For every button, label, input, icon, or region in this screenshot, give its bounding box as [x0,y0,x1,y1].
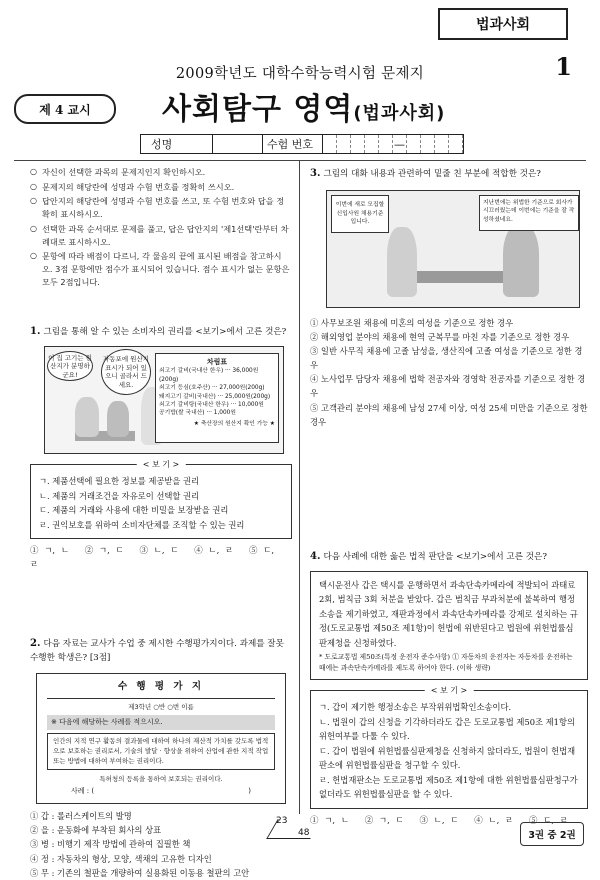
bogi-title: < 보 기 > [425,684,474,698]
speech-bubble: 이 집 고기는 원산지가 분명하군요! [47,351,93,381]
evaluation-form-answer [47,786,275,797]
answer-close: ) [248,787,251,796]
answer-choice[interactable]: ③ ㄴ, ㄷ [419,816,459,826]
page-indicator [268,818,328,840]
answer-choice[interactable]: ① ㄱ, ㄴ [310,816,350,826]
question-number: 1. [30,326,41,338]
answer-label: 사례 : ( [71,787,95,796]
exam-number-cell[interactable] [337,135,351,153]
exam-number-cell[interactable] [421,135,435,153]
exam-number-cell[interactable] [323,135,337,153]
main-title-text: 사회탐구 영역 [162,92,354,127]
page-total: 48 [298,828,310,838]
menu-line: 쇠고기 등심(호주산) ··· 27,000원(200g) [159,385,265,392]
exam-number-label: 수험 번호 [263,135,323,153]
name-field[interactable] [213,135,263,153]
bogi-box [30,460,292,539]
instruction-item: ○ 자신이 선택한 과목의 문제지인지 확인하시오. [30,166,292,179]
evaluation-form [36,673,286,804]
answer-option[interactable]: ③ 일반 사무직 채용에 고졸 남성을, 생산직에 고졸 여성을 기준으로 정한 경우 [310,346,583,371]
manager-figure [503,225,539,297]
answer-option[interactable]: ③ 병 : 비행기 제작 방법에 관하여 집필한 책 [30,839,191,850]
instruction-item: ○ 문항에 따라 배점이 다르니, 각 물음의 끝에 표시된 배점을 참고하시오. 3점 문항에만 점수가 표시되어 있습니다. 점수 표시가 없는 문항은 모두 2점입니다. [30,250,292,288]
main-title-subject: (법과사회) [353,103,446,124]
menu-line: 쇠고기 갈비(국내산 한우) ··· 36,000원(200g) [159,368,259,383]
speech-bubble: 자동포에 원산지 표시가 되어 있으니 골라서 드세요. [101,349,151,395]
answer-choice[interactable]: ② ㄱ, ㄷ [84,546,124,557]
question-3 [310,166,588,429]
speech-bubble: 지난번에는 위법한 기준으로 회사가 시끄러웠는데 이번에는 기준을 잘 작성하셨네요. [479,195,579,231]
question-number: 4. [310,550,321,562]
page-indicator-slash [266,819,322,839]
right-column [310,166,588,828]
answer-choices [30,545,292,571]
left-column [30,166,292,880]
customer-figure [107,401,129,437]
column-divider [299,160,300,814]
exam-period-badge: 제 4 교시 [14,94,116,124]
menu-sign-footer: ★ 축산장의 원산지 확인 가능 ★ [193,420,275,427]
instruction-item: ○ 선택한 과목 순서대로 문제를 풀고, 답은 답안지의 '제1선택'란부터 차례대로 표시하시오. [30,223,292,248]
question-stem: 다음 자료는 교사가 수업 중 제시한 수행평가지이다. 과제를 잘못 수행한 학생은? [3점] [30,638,284,663]
bogi-item: ㄹ. 권익보호를 위하여 소비자단체를 조직할 수 있는 권리 [39,519,245,530]
answer-choice[interactable]: ⑤ ㄷ, ㄹ [528,816,568,826]
answer-options [310,316,588,429]
page-number: 1 [555,52,572,81]
employee-figure [387,227,417,297]
answer-option[interactable]: ② 해외영업 분야의 채용에 현역 군복무를 마친 자를 기준으로 정한 경우 [310,332,570,343]
bogi-item: ㄷ. 갑이 법원에 위헌법률심판제청을 신청하지 않더라도, 법원이 헌법재판소에 위헌법률심판을 청구할 수 있다. [319,745,576,771]
office-illustration [326,190,580,308]
evaluation-form-instruction: ※ 다음에 해당하는 사례를 적으시오. [47,715,275,730]
exam-number-cell[interactable] [379,135,393,153]
exam-number-cell[interactable] [449,135,463,153]
name-label: 성명 [141,135,213,153]
menu-sign [155,353,279,443]
bogi-item: ㄴ. 법원이 갑의 신청을 기각하더라도 갑은 도로교통법 제50조 제1항의 위헌여부를 다툴 수 있다. [319,716,575,742]
question-stem: 그림의 대화 내용과 관련하여 밑줄 친 부분에 적합한 것은? [323,169,541,179]
exam-number-dash: — [393,135,407,153]
answer-choice[interactable]: ③ ㄴ, ㄷ [139,546,179,557]
menu-line: 돼지고기 갈비(국내산) ··· 25,000원(200g) [159,393,271,400]
bogi-item: ㄷ. 제품의 거래와 사용에 대한 비밀을 보장받을 권리 [39,505,229,516]
evaluation-form-title: 수 행 평 가 지 [47,680,275,699]
case-note: * 도로교통법 제50조(특정 운전자 준수사항) ① 자동차의 운전자는 자동차를 운전하는 때에는 과속단속카메라를 제도록 하여야 한다. (이하 생략) [319,653,573,672]
answer-choice[interactable]: ④ ㄴ, ㄹ [474,816,514,826]
instruction-item: ○ 답안지의 해당란에 성명과 수험 번호를 쓰고, 또 수험 번호와 답을 정확히 표시하시오. [30,195,292,220]
question-stem: 다음 사례에 대한 옳은 법적 판단을 <보기>에서 고른 것은? [323,551,547,562]
case-text: 택시운전사 갑은 택시를 운행하면서 과속단속카메라에 적발되어 과태료 2회, 범칙금 3회 처분을 받았다. 갑은 범칙금 부과처분에 불복하여 행정소송을 제기하였고, 재판과정에서 과속단속카메라를 강제로 설치하는 규정(도로교통법 제50조 제1항)이 헌법에 위반된다고 법원에 위헌법률심판제청을 신청하였다. [319,579,578,648]
menu-sign-title: 차림표 [206,358,228,367]
answer-choice[interactable]: ⑤ ㄷ, ㄹ [30,546,275,570]
bogi-item: ㄱ. 제품선택에 필요한 정보를 제공받을 권리 [39,476,200,487]
answer-option[interactable]: ④ 정 : 자동차의 형상, 모양, 색채의 고유한 디자인 [30,853,212,864]
answer-option[interactable]: ⑤ 무 : 기존의 철판을 개량하여 실용화된 이동용 철판의 고안 [30,867,250,878]
answer-option[interactable]: ① 갑 : 롤러스케이트의 발명 [30,811,132,822]
bogi-item: ㄹ. 헌법재판소는 도로교통법 제50조 제1항에 대한 위헌법률심판청구가 없더라도 위헌법률심판을 할 수 있다. [319,774,578,800]
evaluation-form-meta: 제3학년 ○반 ○번 이름 [128,703,194,712]
page-title [162,84,445,128]
bogi-item: ㄴ. 제품의 거래조건을 자유로이 선택할 권리 [39,490,200,501]
menu-line: 쇠고기 갈비탕(국내산 한우) ··· 10,000원 [159,402,264,409]
exam-number-cell[interactable] [407,135,421,153]
menu-line: 공기밥(쌀 국내산) ··· 1,000원 [159,410,236,417]
page-current: 23 [276,816,288,826]
exam-number-cell[interactable] [351,135,365,153]
exam-number-cell[interactable] [365,135,379,153]
answer-choice[interactable]: ① ㄱ, ㄴ [30,546,70,557]
header-divider [14,160,586,161]
answer-option[interactable]: ① 사무보조원 채용에 미혼의 여성을 기준으로 정한 경우 [310,318,514,328]
candidate-info-row [140,134,464,154]
volume-badge: 3권 중 2권 [520,822,584,846]
evaluation-form-definition: 인간의 지적 연구 활동의 결과물에 대하여 하나의 재산적 가치를 갖도록 법적으로 보호하는 권리로서, 기술의 발달 · 향상을 위하여 산업에 관한 지적 작업 또는 방법에 대하여 부여하는 권리이다. [47,733,275,770]
bogi-item: ㄱ. 갑이 제기한 행정소송은 부작위위법확인소송이다. [319,702,512,713]
answer-option[interactable]: ④ 노사업무 담당자 채용에 법학 전공자와 경영학 전공자를 기준으로 정한 경우 [310,374,586,399]
exam-number-cell[interactable] [435,135,449,153]
answer-option[interactable]: ② 을 : 운동화에 부착된 회사의 상표 [30,825,162,836]
exam-title: 2009학년도 대학수학능력시험 문제지 [175,66,425,82]
answer-choice[interactable]: ② ㄱ, ㄷ [364,816,404,826]
case-box [310,571,588,681]
question-1 [30,324,292,571]
bogi-box [310,686,588,809]
answer-option[interactable]: ⑤ 고객관리 분야의 채용에 남성 27세 이상, 여성 25세 미만을 기준으로 정한 경우 [310,402,588,427]
answer-options [30,809,292,879]
speech-bubble: 이번에 새로 모집할 신입사원 채용기준 입니다. [331,195,389,233]
question-number: 2. [30,637,41,649]
instruction-item: ○ 문제지의 해당란에 성명과 수험 번호를 정확히 쓰시오. [30,181,292,194]
instructions-list [30,166,292,288]
subject-label: 법과사회 [438,8,568,40]
answer-choice[interactable]: ④ ㄴ, ㄹ [194,546,234,557]
customer-figure [75,397,99,437]
restaurant-illustration [44,346,284,454]
question-stem: 그림을 통해 알 수 있는 소비자의 권리를 <보기>에서 고른 것은? [43,327,287,338]
evaluation-form-note: 특허청의 등록을 통하여 보호되는 권리이다. [99,775,223,784]
question-2 [30,636,292,880]
bogi-title: < 보 기 > [137,458,186,472]
question-4 [310,549,588,828]
question-number: 3. [310,168,321,179]
